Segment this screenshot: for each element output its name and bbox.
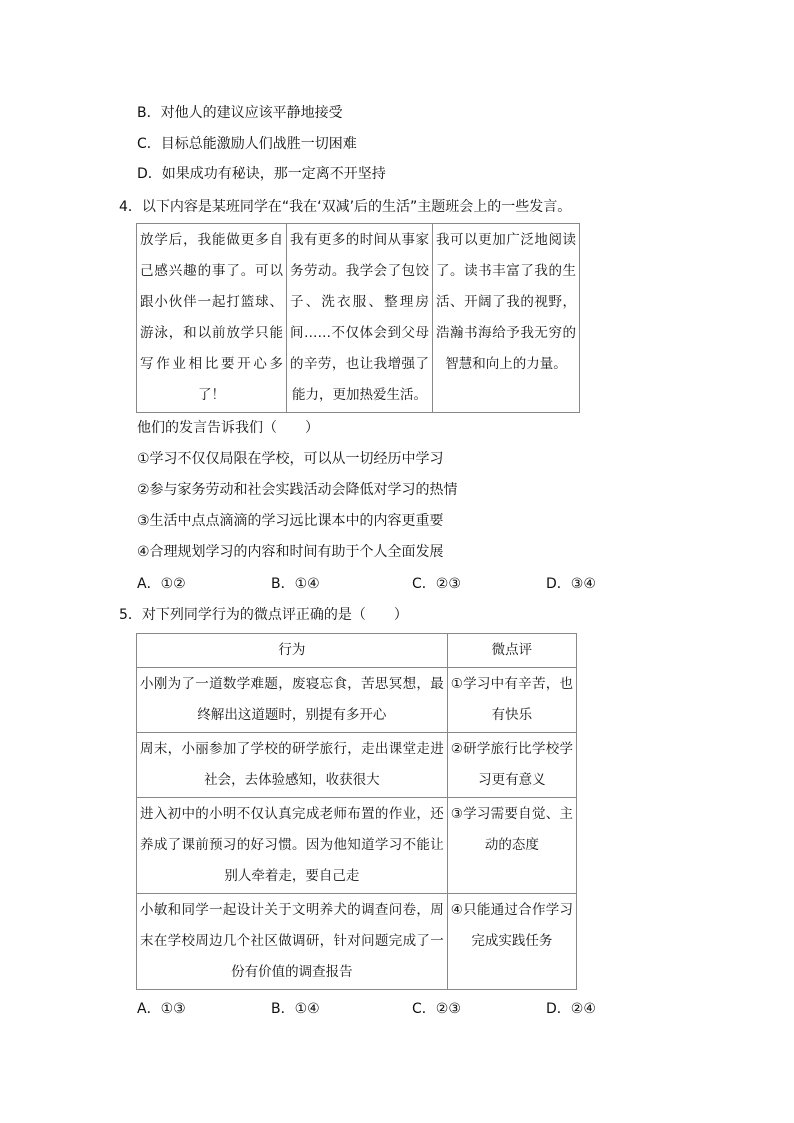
q5-option-a: A．①③ bbox=[137, 1001, 186, 1017]
q4-speech-table bbox=[136, 223, 580, 413]
q5-options bbox=[0, 999, 794, 1019]
header-behavior: 行为 bbox=[137, 634, 448, 668]
q3-option-b: B．对他人的建议应该平静地接受 bbox=[137, 105, 343, 121]
q4-statement-1: ①学习不仅仅局限在学校，可以从一切经历中学习 bbox=[137, 451, 444, 467]
speech-cell-1: 放学后，我能做更多自己感兴趣的事了。可以跟小伙伴一起打篮球、游泳，和以前放学只能写作业相比要开心多了！ bbox=[137, 224, 287, 413]
q4-statement-3: ③生活中点点滴滴的学习远比课本中的内容更重要 bbox=[137, 513, 444, 529]
behavior-cell-2: 周末，小丽参加了学校的研学旅行，走出课堂走进社会，去体验感知，收获很大 bbox=[137, 733, 448, 798]
q4-stem: 4．以下内容是某班同学在“我在‘双减’后的生活”主题班会上的一些发言。 bbox=[119, 199, 572, 215]
comment-cell-1: ①学习中有辛苦，也有快乐 bbox=[447, 668, 576, 733]
q5-table bbox=[136, 633, 577, 990]
q5-stem: 5．对下列同学行为的微点评正确的是（ ） bbox=[119, 607, 408, 623]
q5-option-b: B．①④ bbox=[271, 1001, 320, 1017]
header-comment: 微点评 bbox=[447, 634, 576, 668]
q4-options bbox=[0, 574, 794, 594]
comment-cell-3: ③学习需要自觉、主动的态度 bbox=[447, 798, 576, 894]
q4-option-d: D．③④ bbox=[546, 576, 596, 592]
behavior-cell-4: 小敏和同学一起设计关于文明养犬的调查问卷，周末在学校周边几个社区做调研，针对问题完成了一份有价值的调查报告 bbox=[137, 894, 448, 990]
q3-option-c: C．目标总能激励人们战胜一切困难 bbox=[137, 136, 357, 152]
behavior-cell-1: 小刚为了一道数学难题，废寝忘食，苦思冥想，最终解出这道题时，别提有多开心 bbox=[137, 668, 448, 733]
speech-cell-3: 我可以更加广泛地阅读了。读书丰富了我的生活、开阔了我的视野，浩瀚书海给予我无穷的智慧和向上的力量。 bbox=[433, 224, 580, 413]
comment-cell-4: ④只能通过合作学习完成实践任务 bbox=[447, 894, 576, 990]
q4-option-c: C．②③ bbox=[412, 576, 461, 592]
behavior-cell-3: 进入初中的小明不仅认真完成老师布置的作业，还养成了课前预习的好习惯。因为他知道学习不能让别人牵着走，要自己走 bbox=[137, 798, 448, 894]
speech-cell-2: 我有更多的时间从事家务劳动。我学会了包饺子、洗衣服、整理房间……不仅体会到父母的辛劳，也让我增强了能力，更加热爱生活。 bbox=[287, 224, 433, 413]
q5-option-c: C．②③ bbox=[412, 1001, 461, 1017]
q4-statement-4: ④合理规划学习的内容和时间有助于个人全面发展 bbox=[137, 544, 444, 560]
comment-cell-2: ②研学旅行比学校学习更有意义 bbox=[447, 733, 576, 798]
q4-question: 他们的发言告诉我们（ ） bbox=[137, 420, 319, 436]
q4-option-b: B．①④ bbox=[271, 576, 320, 592]
q4-option-a: A．①② bbox=[137, 576, 186, 592]
q4-statement-2: ②参与家务劳动和社会实践活动会降低对学习的热情 bbox=[137, 482, 458, 498]
q3-option-d: D．如果成功有秘诀，那一定离不开坚持 bbox=[137, 166, 386, 182]
q5-option-d: D．②④ bbox=[546, 1001, 596, 1017]
